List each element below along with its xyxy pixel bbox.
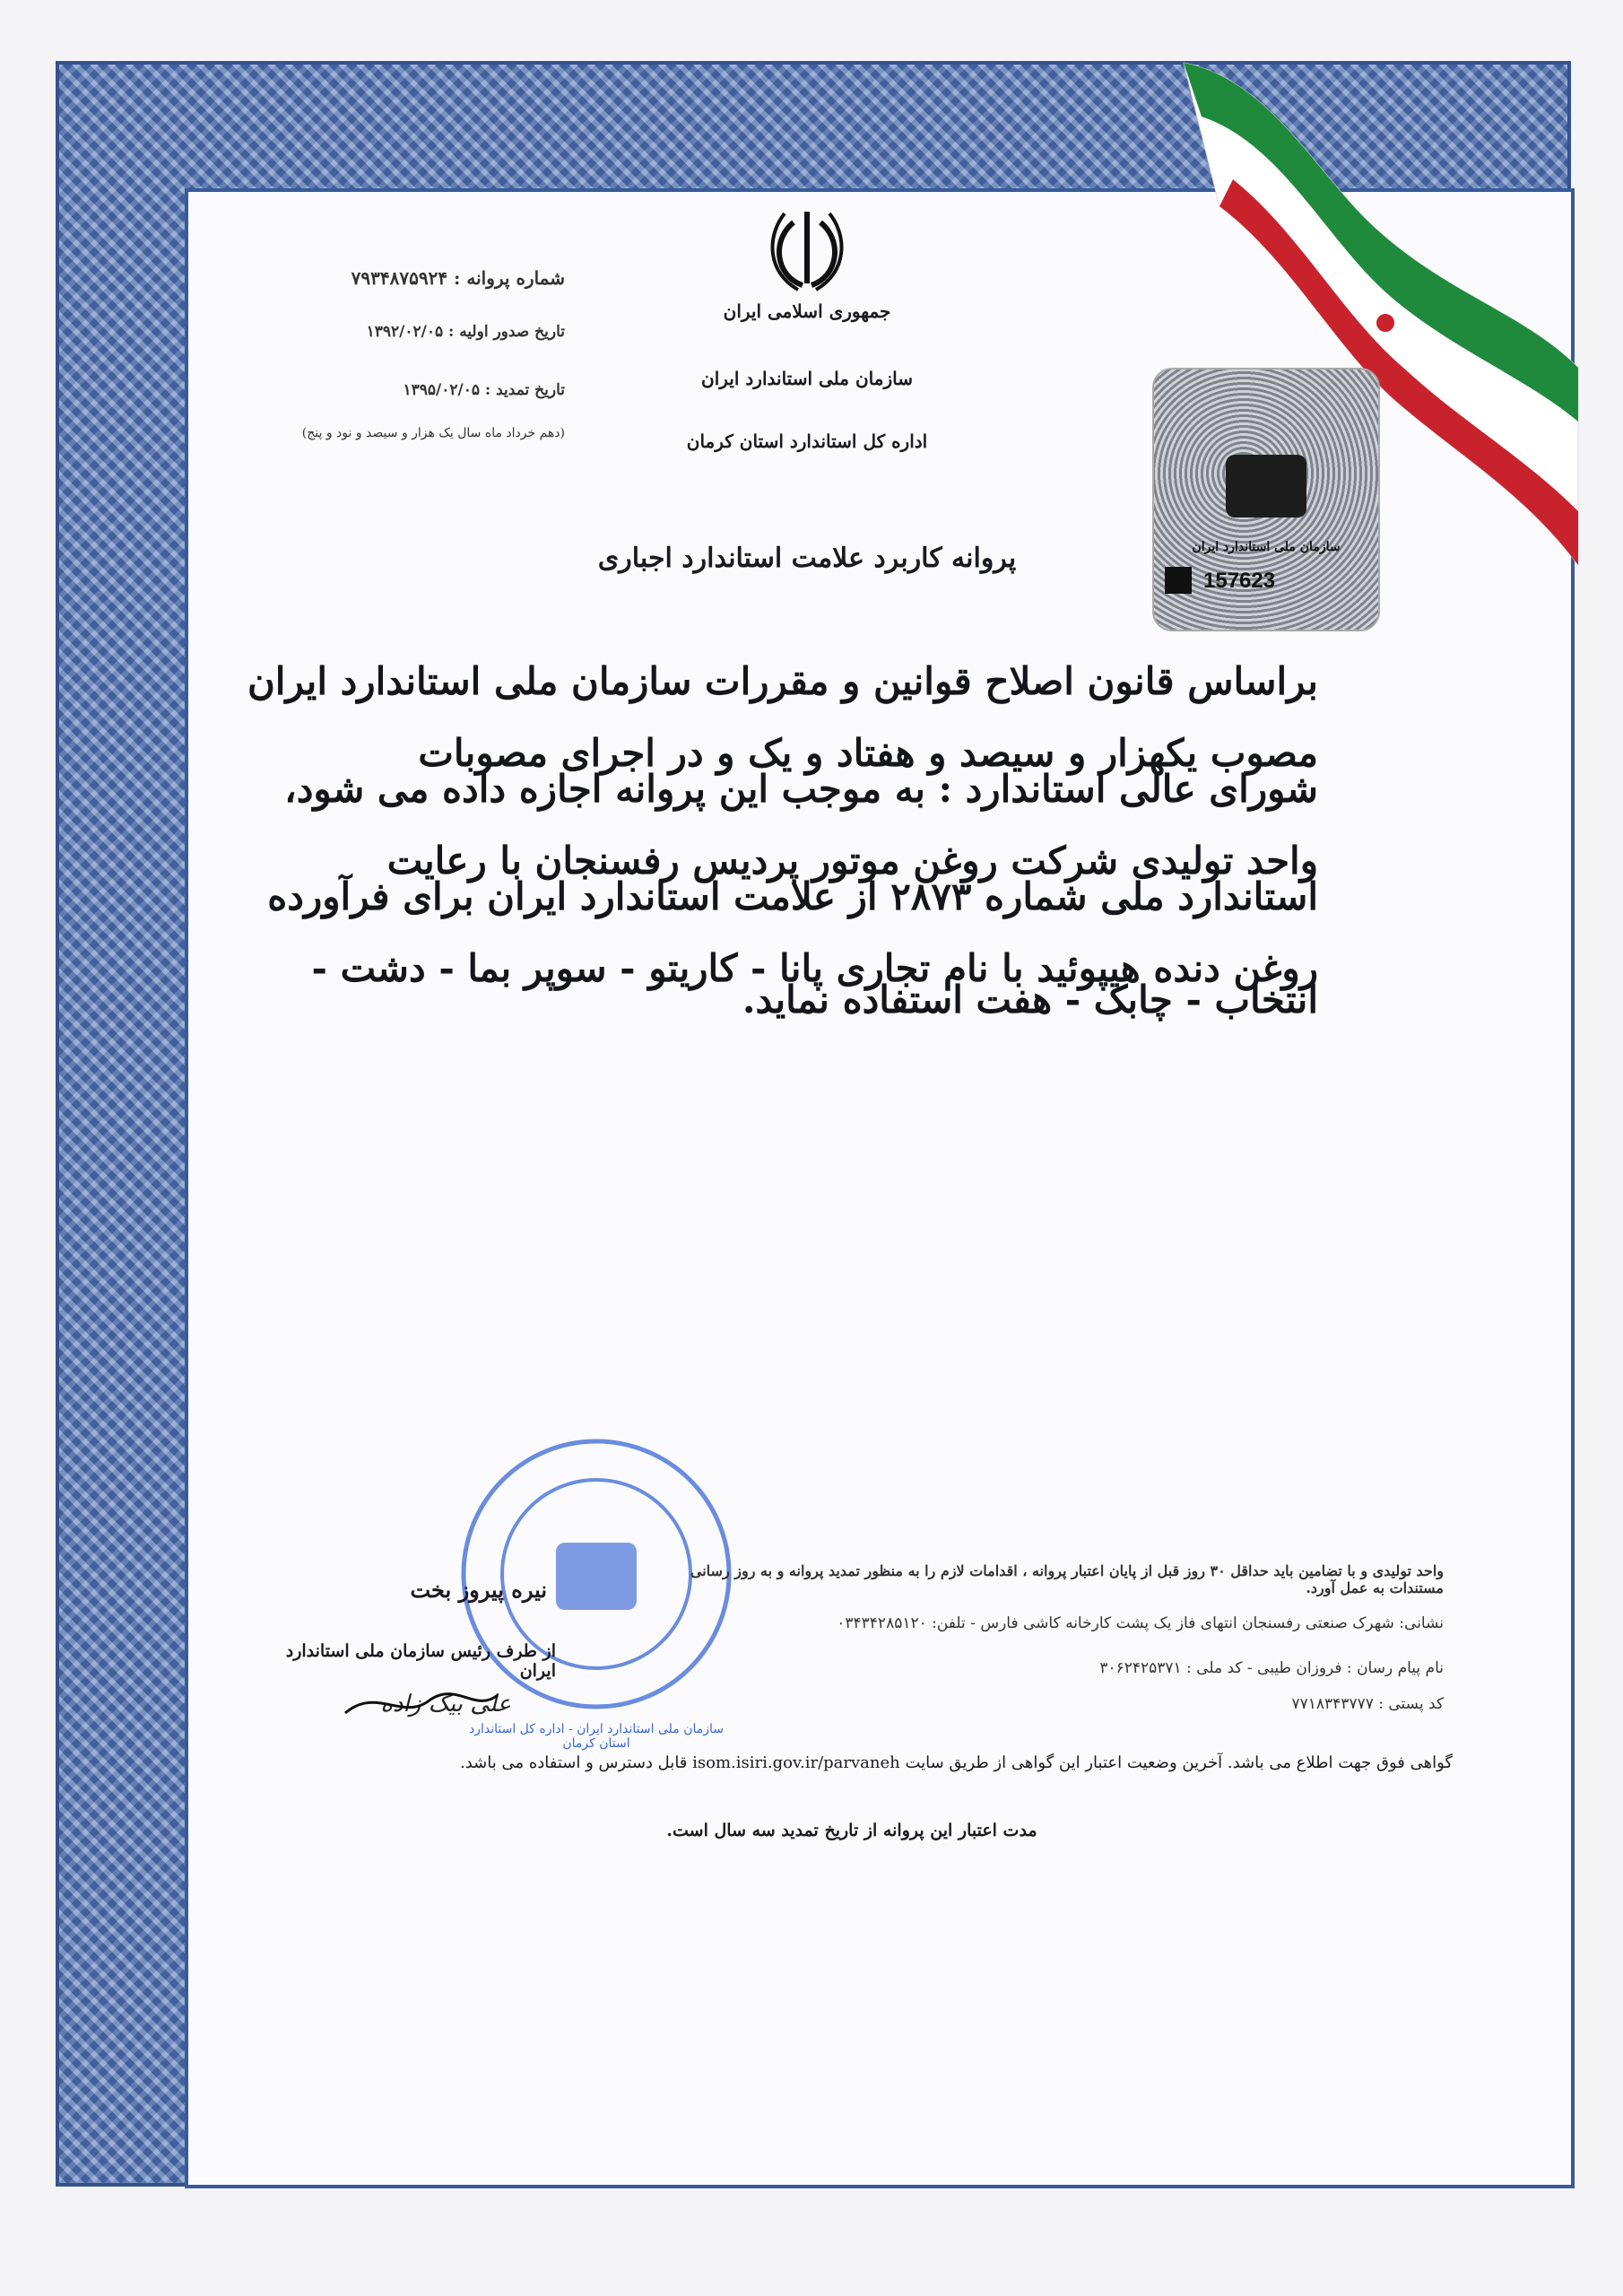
- isiri-logo-icon: [1226, 455, 1306, 517]
- first-issue-date: تاریخ صدور اولیه : ۱۳۹۲/۰۲/۰۵: [366, 323, 565, 341]
- obligation-note: واحد تولیدی و با تضامین باید حداقل ۳۰ روز قبل از پایان اعتبار پروانه ، اقدامات لازم را به منظور تمدید پروانه و به روز رسانی مستندات به عمل آورد.: [690, 1562, 1444, 1596]
- signatory-role: از طرف رئیس سازمان ملی استاندارد ایران: [285, 1641, 556, 1681]
- postal-code: کد پستی : ۷۷۱۸۳۴۳۷۷۷: [1291, 1695, 1444, 1713]
- messenger-name: نام پیام رسان : فروزان طیبی - کد ملی : ۳۰۶۲۴۲۵۳۷۱: [1099, 1659, 1444, 1677]
- organization-name: سازمان ملی استاندارد ایران: [701, 368, 913, 389]
- iran-emblem-icon: [767, 204, 847, 294]
- company-address: نشانی: شهرک صنعتی رفسنجان انتهای فاز یک پشت کارخانه کاشی فارس - تلفن: ۰۳۴۳۴۲۸۵۱۲۰: [837, 1614, 1444, 1632]
- handwritten-signature: علی بیک زاده: [380, 1691, 511, 1718]
- department-name: اداره کل استاندارد استان کرمان: [686, 430, 928, 452]
- hologram-serial: 157623: [1203, 569, 1276, 593]
- validity-period: مدت اعتبار این پروانه از تاریخ تمدید سه سال است.: [666, 1821, 1037, 1840]
- body-line-1: براساس قانون اصلاح قوانین و مقررات سازمان ملی استاندارد ایران مصوب یکهزار و سیصد و هفتاد و یک و در اجرای مصوبات: [247, 659, 1318, 775]
- signatory-name: نیره پیروز بخت: [410, 1577, 547, 1603]
- body-line-4: انتخاب - چابک - هفت استفاده نماید.: [742, 978, 1318, 1022]
- emblem-icon: [1376, 314, 1394, 332]
- certificate-title: پروانه کاربرد علامت استاندارد اجباری: [597, 543, 1017, 574]
- renewal-date-words: (دهم خرداد ماه سال یک هزار و سیصد و نود و پنج): [301, 426, 565, 440]
- hologram-caption: سازمان ملی استاندارد ایران: [1192, 540, 1341, 554]
- renewal-date: تاریخ تمدید : ۱۳۹۵/۰۲/۰۵: [403, 381, 565, 399]
- signature-stroke: [341, 1677, 502, 1731]
- body-line-3: استاندارد ملی شماره ۲۸۷۳ از علامت استاندارد ایران برای فرآورده روغن دنده هیپوئید با نام تجاری پانا - کاریتو - سوپر بما - دشت -: [267, 874, 1318, 990]
- country-name: جمهوری اسلامی ایران: [723, 300, 891, 322]
- seal-text: سازمان ملی استاندارد ایران - اداره کل استاندارد استان کرمان: [468, 1722, 725, 1751]
- license-number: شماره پروانه : ۷۹۳۴۸۷۵۹۲۴: [351, 267, 565, 289]
- hologram-sticker: [1152, 368, 1380, 631]
- body-line-2: شورای عالی استاندارد : به موجب این پروانه اجازه داده می شود، واحد تولیدی شرکت روغن موتور پردیس رفسنجان با رعایت: [284, 767, 1318, 883]
- verification-note: گواهی فوق جهت اطلاع می باشد. آخرین وضعیت اعتبار این گواهی از طریق سایت isom.isiri.gov.ir/parvaneh قابل دسترس و استفاده می باشد.: [460, 1753, 1453, 1772]
